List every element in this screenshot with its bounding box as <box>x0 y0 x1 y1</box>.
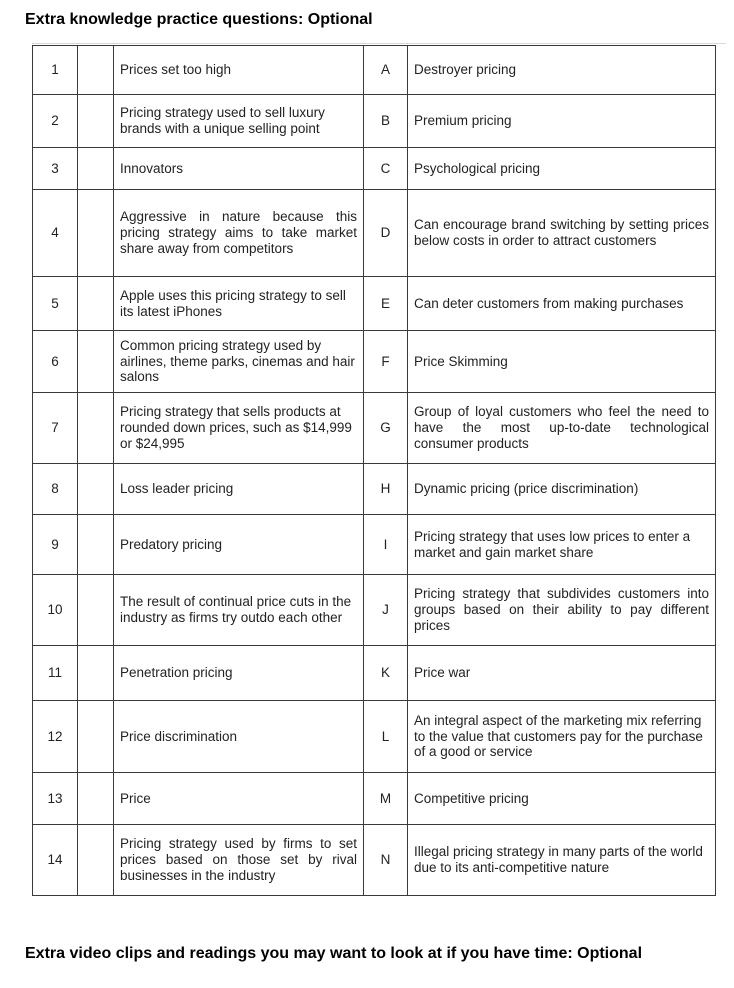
table-row <box>33 825 716 896</box>
row-number: 9 <box>33 515 78 575</box>
definition-letter: F <box>364 331 408 393</box>
definition-cell: Pricing strategy that uses low prices to enter a market and gain market share <box>408 515 716 575</box>
table-row <box>33 148 716 190</box>
definition-cell: Group of loyal customers who feel the need to have the most up-to-date technological consumer products <box>408 393 716 464</box>
definition-letter: C <box>364 148 408 190</box>
row-number: 3 <box>33 148 78 190</box>
term-cell: Price discrimination <box>114 701 364 773</box>
definition-cell: Illegal pricing strategy in many parts of the world due to its anti-competitive nature <box>408 825 716 896</box>
answer-cell[interactable] <box>78 464 114 515</box>
row-number: 4 <box>33 190 78 277</box>
definition-letter: K <box>364 646 408 701</box>
row-number: 8 <box>33 464 78 515</box>
answer-cell[interactable] <box>78 575 114 646</box>
answer-cell[interactable] <box>78 646 114 701</box>
definition-letter: M <box>364 773 408 825</box>
row-number: 5 <box>33 277 78 331</box>
table-row <box>33 46 716 95</box>
table-row <box>33 515 716 575</box>
footer-heading: Extra video clips and readings you may want to look at if you have time: Optional <box>25 945 643 962</box>
definition-cell: Pricing strategy that subdivides customers into groups based on their ability to pay different prices <box>408 575 716 646</box>
definition-letter: G <box>364 393 408 464</box>
term-cell: Penetration pricing <box>114 646 364 701</box>
row-number: 14 <box>33 825 78 896</box>
table-row <box>33 277 716 331</box>
term-cell: Common pricing strategy used by airlines, theme parks, cinemas and hair salons <box>114 331 364 393</box>
definition-letter: L <box>364 701 408 773</box>
matching-table <box>32 45 716 896</box>
term-cell: Price <box>114 773 364 825</box>
row-number: 7 <box>33 393 78 464</box>
table-row <box>33 95 716 148</box>
table-row <box>33 773 716 825</box>
definition-cell: Dynamic pricing (price discrimination) <box>408 464 716 515</box>
table-row <box>33 190 716 277</box>
table-row <box>33 393 716 464</box>
definition-cell: Competitive pricing <box>408 773 716 825</box>
definition-letter: A <box>364 46 408 95</box>
answer-cell[interactable] <box>78 393 114 464</box>
term-cell: Innovators <box>114 148 364 190</box>
answer-cell[interactable] <box>78 277 114 331</box>
row-number: 12 <box>33 701 78 773</box>
table-row <box>33 575 716 646</box>
row-number: 2 <box>33 95 78 148</box>
term-cell: The result of continual price cuts in the industry as firms try outdo each other <box>114 575 364 646</box>
term-cell: Predatory pricing <box>114 515 364 575</box>
table-row <box>33 646 716 701</box>
answer-cell[interactable] <box>78 148 114 190</box>
term-cell: Aggressive in nature because this pricing strategy aims to take market share away from competitors <box>114 190 364 277</box>
divider <box>32 43 726 44</box>
table-row <box>33 464 716 515</box>
row-number: 10 <box>33 575 78 646</box>
definition-cell: Psychological pricing <box>408 148 716 190</box>
table-row <box>33 701 716 773</box>
row-number: 1 <box>33 46 78 95</box>
answer-cell[interactable] <box>78 773 114 825</box>
definition-cell: Price Skimming <box>408 331 716 393</box>
definition-letter: E <box>364 277 408 331</box>
definition-cell: Can encourage brand switching by setting prices below costs in order to attract customers <box>408 190 716 277</box>
definition-cell: Price war <box>408 646 716 701</box>
definition-letter: H <box>364 464 408 515</box>
definition-letter: D <box>364 190 408 277</box>
term-cell: Apple uses this pricing strategy to sell its latest iPhones <box>114 277 364 331</box>
definition-cell: Premium pricing <box>408 95 716 148</box>
definition-cell: Destroyer pricing <box>408 46 716 95</box>
definition-cell: Can deter customers from making purchases <box>408 277 716 331</box>
term-cell: Pricing strategy used by firms to set prices based on those set by rival businesses in the industry <box>114 825 364 896</box>
answer-cell[interactable] <box>78 701 114 773</box>
definition-letter: I <box>364 515 408 575</box>
term-cell: Pricing strategy used to sell luxury brands with a unique selling point <box>114 95 364 148</box>
answer-cell[interactable] <box>78 515 114 575</box>
answer-cell[interactable] <box>78 190 114 277</box>
term-cell: Loss leader pricing <box>114 464 364 515</box>
definition-letter: N <box>364 825 408 896</box>
term-cell: Pricing strategy that sells products at rounded down prices, such as $14,999 or $24,995 <box>114 393 364 464</box>
row-number: 11 <box>33 646 78 701</box>
definition-letter: B <box>364 95 408 148</box>
table-row <box>33 331 716 393</box>
row-number: 13 <box>33 773 78 825</box>
definition-letter: J <box>364 575 408 646</box>
row-number: 6 <box>33 331 78 393</box>
answer-cell[interactable] <box>78 46 114 95</box>
answer-cell[interactable] <box>78 825 114 896</box>
answer-cell[interactable] <box>78 331 114 393</box>
page-heading: Extra knowledge practice questions: Optional <box>25 11 373 28</box>
definition-cell: An integral aspect of the marketing mix referring to the value that customers pay for the purchase of a good or service <box>408 701 716 773</box>
answer-cell[interactable] <box>78 95 114 148</box>
term-cell: Prices set too high <box>114 46 364 95</box>
